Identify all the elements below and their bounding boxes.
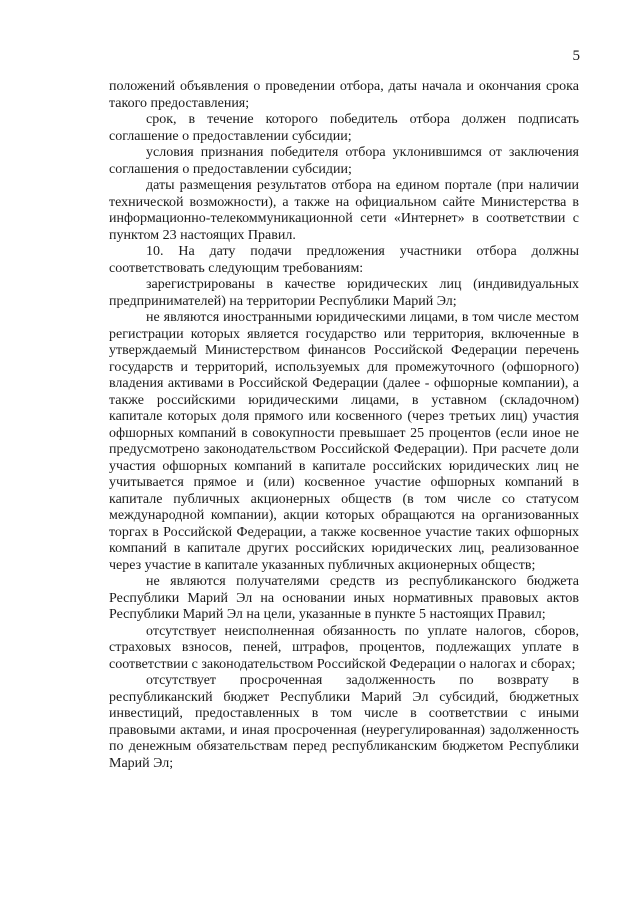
paragraph-no-overdue-debt: отсутствует просроченная задолженность по возврату в республиканский бюджет Республики Марий Эл субсидий, бюджетных инвестиций, предоставленных в том числе в соответствии с иными правовыми актами, и иная просроченная (неурегулированная) задолженность по денежным обязательствам перед республиканским бюджетом Республики Марий Эл;: [109, 673, 579, 771]
paragraph-no-tax-arrears: отсутствует неисполненная обязанность по уплате налогов, сборов, страховых взносов, пеней, штрафов, процентов, подлежащих уплате в соответствии с законодательством Российской Федерации о налогах и сборах;: [109, 623, 579, 672]
paragraph-no-other-funding: не являются получателями средств из республиканского бюджета Республики Марий Эл на основании иных нормативных правовых актов Республики Марий Эл на цели, указанные в пункте 5 настоящих Правил;: [109, 574, 579, 622]
paragraph-signing-term: срок, в течение которого победитель отбора должен подписать соглашение о предоставлении субсидии;: [109, 112, 579, 144]
page-number: 5: [572, 48, 580, 64]
paragraph-announcement-dates: положений объявления о проведении отбора, даты начала и окончания срока такого предоставления;: [109, 79, 579, 111]
paragraph-registration-requirement: зарегистрированы в качестве юридических лиц (индивидуальных предпринимателей) на территории Республики Марий Эл;: [109, 277, 579, 309]
paragraph-clause-10: 10. На дату подачи предложения участники отбора должны соответствовать следующим требованиям:: [109, 244, 579, 276]
paragraph-offshore-requirement: не являются иностранными юридическими лицами, в том числе местом регистрации которых является государство или территория, включенные в утверждаемый Министерством финансов Российской Федерации перечень государств и территорий, используемых для промежуточного (офшорного) владения активами в Российской Федерации (далее - офшорные компании), а также российскими юридическими лицами, в уставном (складочном) капитале которых доля прямого или косвенного (через третьих лиц) участия офшорных компаний в совокупности превышает 25 процентов (если иное не предусмотрено законодательством Российской Федерации). При расчете доли участия офшорных компаний в капитале российских юридических лиц не учитывается прямое и (или) косвенное участие офшорных компаний в капитале публичных акционерных обществ (в том числе со статусом международной компании), акции которых обращаются на организованных торгах в Российской Федерации, а также косвенное участие таких офшорных компаний в капитале других российских юридических лиц, реализованное через участие в капитале указанных публичных акционерных обществ;: [109, 310, 579, 573]
paragraph-results-publication: даты размещения результатов отбора на едином портале (при наличии технической возможности), а также на официальном сайте Министерства в информационно-телекоммуникационной сети «Интернет» в соответствии с пунктом 23 настоящих Правил.: [109, 178, 579, 243]
paragraph-evasion-conditions: условия признания победителя отбора уклонившимся от заключения соглашения о предоставлении субсидии;: [109, 145, 579, 177]
document-body: [109, 79, 579, 772]
